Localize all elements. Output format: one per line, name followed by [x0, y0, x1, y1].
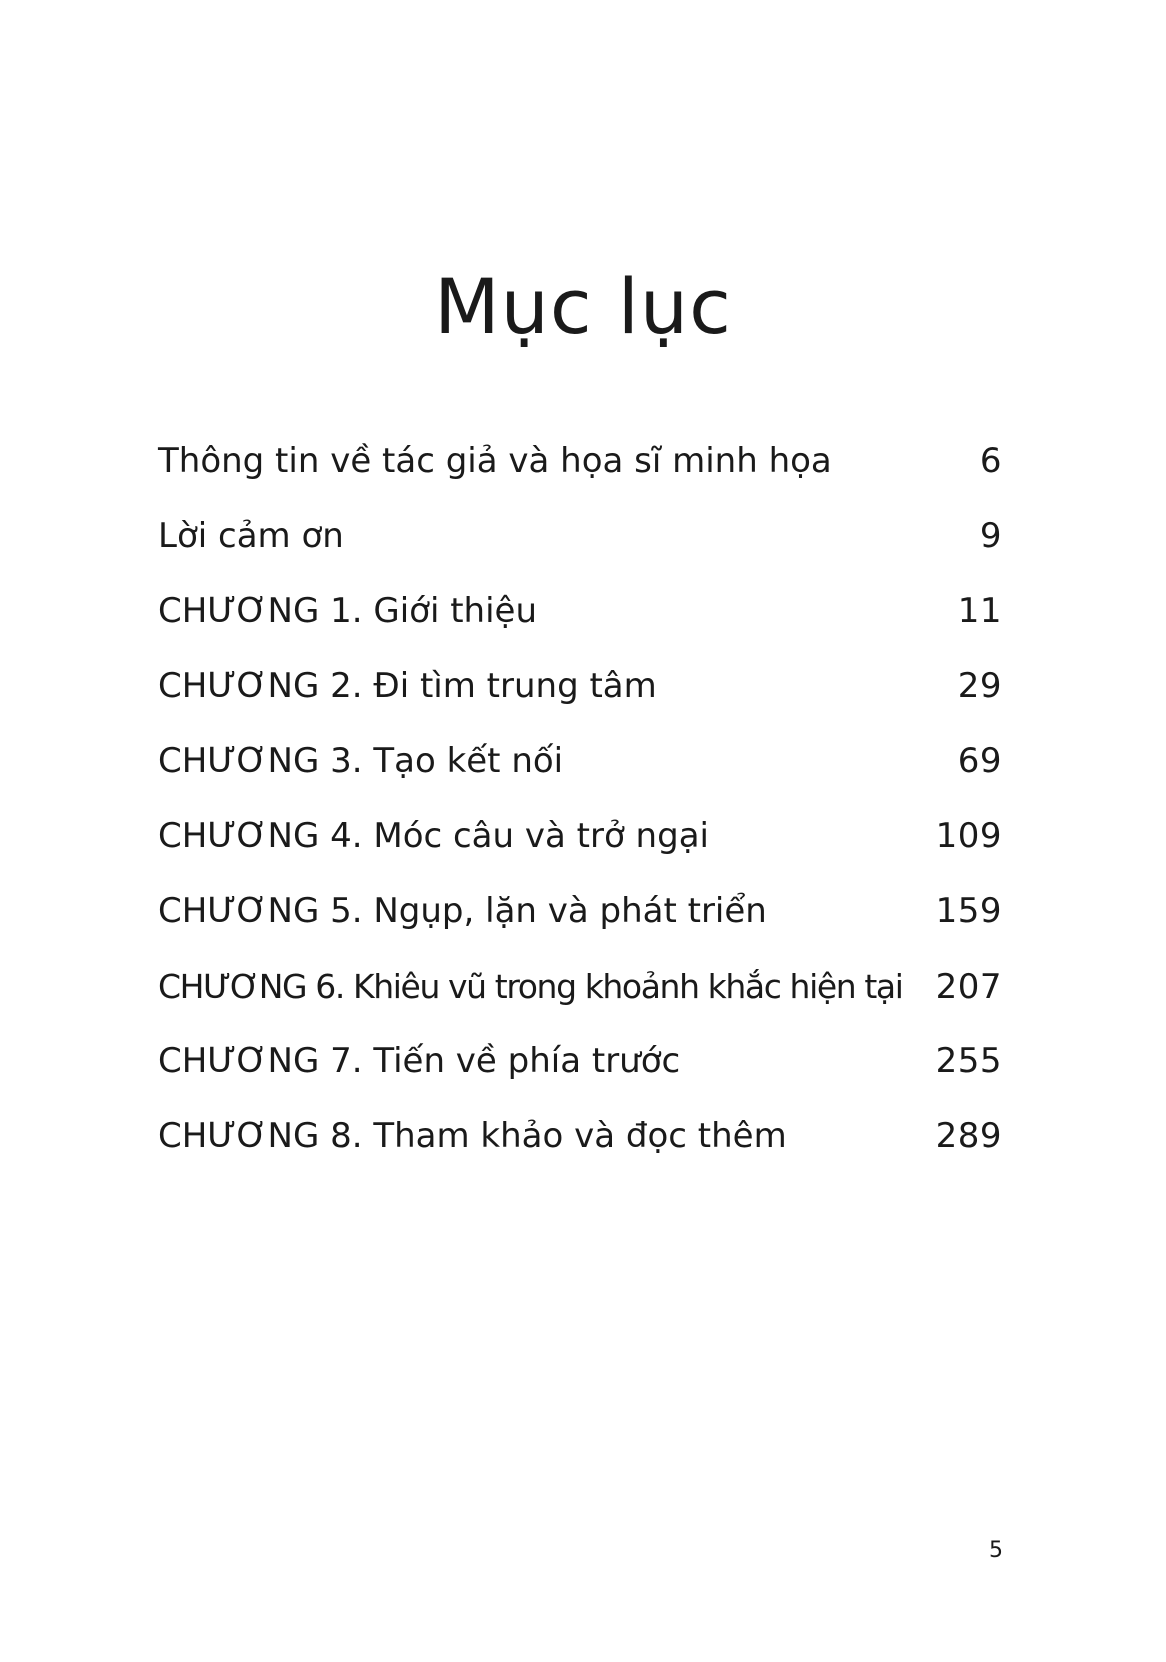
toc-entry-page: 29 — [957, 666, 1002, 706]
toc-entry-page: 289 — [935, 1116, 1002, 1156]
table-of-contents — [158, 424, 1002, 1174]
toc-entry-label: CHƯƠNG 5. Ngụp, lặn và phát triển — [158, 891, 767, 931]
toc-entry-chapter-5 — [158, 874, 1002, 949]
toc-entry-label: Thông tin về tác giả và họa sĩ minh họa — [158, 441, 832, 481]
toc-entry-label: CHƯƠNG 6. Khiêu vũ trong khoảnh khắc hiện tại — [158, 967, 903, 1006]
toc-entry-page: 109 — [935, 816, 1002, 856]
toc-entry-label: Lời cảm ơn — [158, 516, 344, 556]
toc-entry-label: CHƯƠNG 2. Đi tìm trung tâm — [158, 666, 657, 706]
toc-entry-page: 255 — [935, 1041, 1002, 1081]
toc-entry-chapter-8 — [158, 1099, 1002, 1174]
toc-entry-page: 9 — [979, 516, 1002, 556]
toc-entry-page: 207 — [935, 967, 1002, 1007]
toc-entry-label: CHƯƠNG 7. Tiến về phía trước — [158, 1041, 681, 1081]
toc-entry-page: 11 — [957, 591, 1002, 631]
toc-entry-page: 69 — [957, 741, 1002, 781]
toc-entry-acknowledgements — [158, 499, 1002, 574]
toc-entry-chapter-2 — [158, 649, 1002, 724]
toc-entry-page: 6 — [979, 441, 1002, 481]
page-number: 5 — [989, 1538, 1003, 1563]
toc-entry-page: 159 — [935, 891, 1002, 931]
toc-entry-label: CHƯƠNG 4. Móc câu và trở ngại — [158, 816, 709, 856]
toc-entry-chapter-6 — [158, 949, 1002, 1024]
toc-entry-chapter-1 — [158, 574, 1002, 649]
toc-entry-author-info — [158, 424, 1002, 499]
toc-entry-chapter-7 — [158, 1024, 1002, 1099]
toc-entry-label: CHƯƠNG 1. Giới thiệu — [158, 591, 537, 631]
toc-entry-label: CHƯƠNG 3. Tạo kết nối — [158, 741, 564, 781]
toc-entry-label: CHƯƠNG 8. Tham khảo và đọc thêm — [158, 1116, 787, 1156]
page-title: Mục lục — [434, 261, 732, 351]
toc-entry-chapter-4 — [158, 799, 1002, 874]
toc-entry-chapter-3 — [158, 724, 1002, 799]
